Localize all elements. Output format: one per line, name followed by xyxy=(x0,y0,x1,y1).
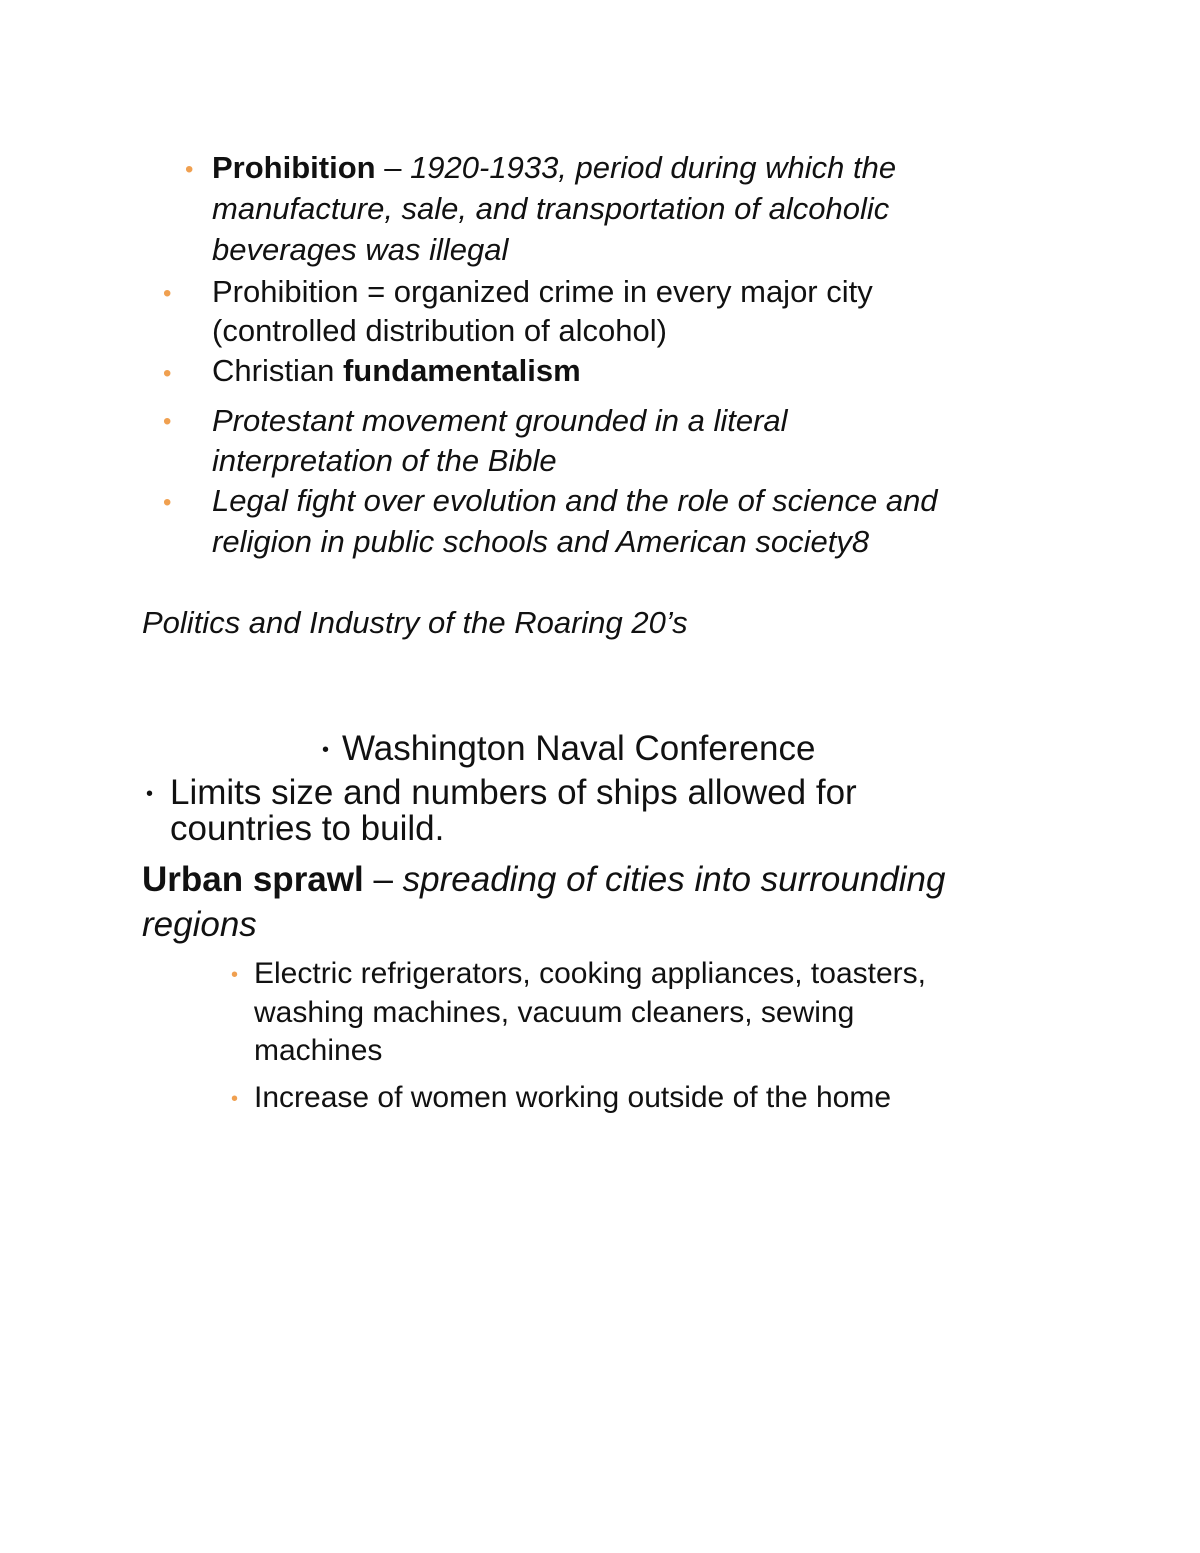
bullet-icon: • xyxy=(231,1088,239,1110)
limits-line1: Limits size and numbers of ships allowed for xyxy=(170,773,857,812)
limits-line2: countries to build. xyxy=(170,809,445,848)
prohibition-definition: 1920-1933, period during which the xyxy=(410,150,897,185)
bullet-icon: • xyxy=(322,739,330,761)
organized-crime-line2: (controlled distribution of alcohol) xyxy=(212,313,667,348)
bullet-icon: • xyxy=(185,156,194,183)
prohibition-term-line xyxy=(212,152,896,183)
urban-sprawl-definition: spreading of cities into surrounding xyxy=(402,860,946,899)
fundamentalism-prefix: Christian xyxy=(212,353,343,388)
dash: – xyxy=(363,860,403,899)
appliances-line2: washing machines, vacuum cleaners, sewing xyxy=(254,996,855,1029)
appliances-line1: Electric refrigerators, cooking appliances, toasters, xyxy=(254,957,926,990)
prohibition-definition-line3: beverages was illegal xyxy=(212,232,509,267)
bullet-icon: • xyxy=(146,783,154,805)
fundamentalism-line xyxy=(212,355,581,386)
bullet-icon: • xyxy=(163,280,172,307)
section-heading: Politics and Industry of the Roaring 20’s xyxy=(142,605,688,640)
legal-fight-line1: Legal fight over evolution and the role of science and xyxy=(212,483,938,518)
urban-sprawl-term: Urban sprawl xyxy=(142,860,364,899)
legal-fight-line2: religion in public schools and American society8 xyxy=(212,524,870,559)
naval-conference-title: Washington Naval Conference xyxy=(342,729,816,768)
women-working-line: Increase of women working outside of the home xyxy=(254,1081,892,1114)
protestant-line2: interpretation of the Bible xyxy=(212,443,557,478)
organized-crime-line1: Prohibition = organized crime in every major city xyxy=(212,274,873,309)
prohibition-term: Prohibition xyxy=(212,150,376,185)
bullet-icon: • xyxy=(163,489,172,516)
fundamentalism-term: fundamentalism xyxy=(342,353,581,388)
bullet-icon: • xyxy=(231,964,239,986)
appliances-line3: machines xyxy=(254,1034,383,1067)
protestant-line1: Protestant movement grounded in a literal xyxy=(212,403,788,438)
urban-sprawl-line1 xyxy=(142,862,945,897)
urban-sprawl-line2: regions xyxy=(142,905,257,944)
dash: – xyxy=(375,150,411,185)
bullet-icon: • xyxy=(163,408,172,435)
bullet-icon: • xyxy=(163,360,172,387)
prohibition-definition-line2: manufacture, sale, and transportation of alcoholic xyxy=(212,191,890,226)
